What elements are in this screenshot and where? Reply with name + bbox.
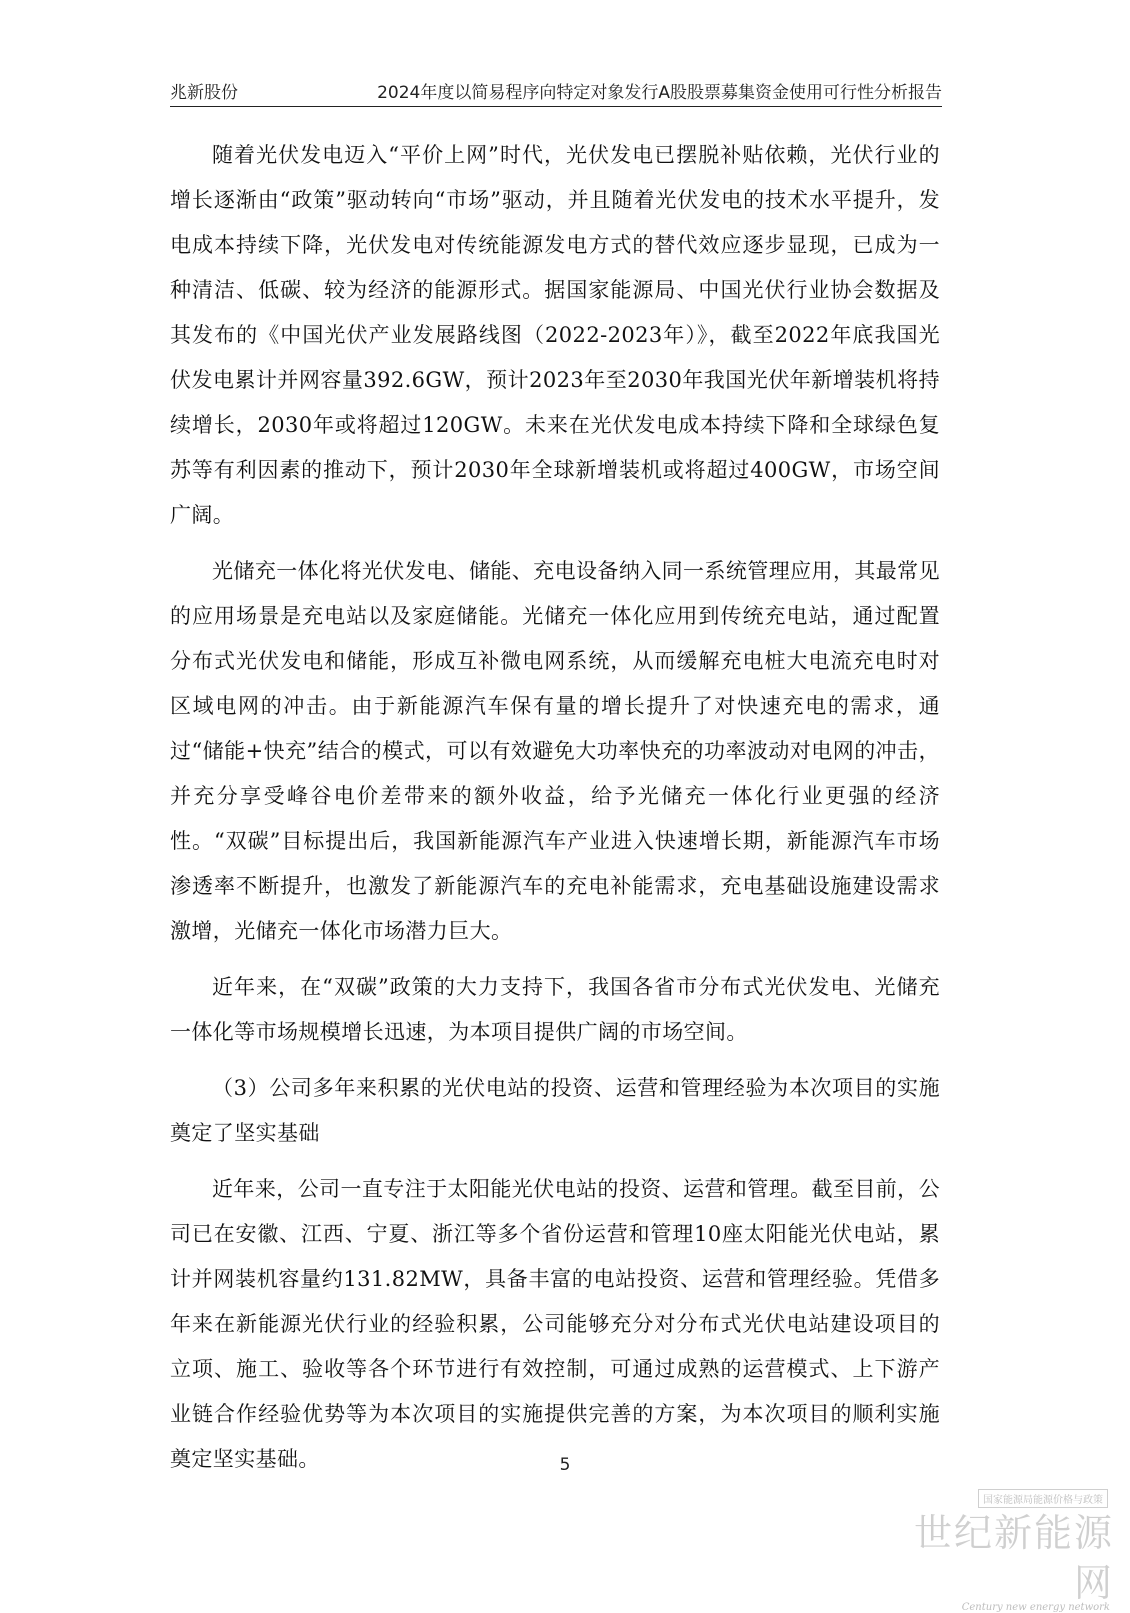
watermark-small-text: 国家能源局能源价格与政策 [978, 1489, 1108, 1508]
paragraph-dual-carbon: 近年来，在“双碳”政策的大力支持下，我国各省市分布式光伏发电、光储充一体化等市场规模增长迅速，为本项目提供广阔的市场空间。 [170, 975, 940, 1044]
header-company: 兆新股份 [170, 83, 238, 103]
document-body [170, 133, 940, 1482]
watermark-english: Century new energy network [961, 1602, 1110, 1613]
watermark-logo [914, 1488, 1114, 1613]
page-number: 5 [559, 1455, 571, 1475]
watermark-site-name: 世纪新能源网 [914, 1511, 1115, 1605]
paragraph-pv-grid-parity: 随着光伏发电迈入“平价上网”时代，光伏发电已摆脱补贴依赖，光伏行业的增长逐渐由“政策”驱动转向“市场”驱动，并且随着光伏发电的技术水平提升，发电成本持续下降，光伏发电对传统能源发电方式的替代效应逐步显现，已成为一种清洁、低碳、较为经济的能源形式。据国家能源局、中国光伏行业协会数据及其发布的《中国光伏产业发展路线图（2022-2023年）》，截至2022年底我国光伏发电累计并网容量392.6GW，预计2023年至2030年我国光伏年新增装机将持续增长，2030年或将超过120GW。未来在光伏发电成本持续下降和全球绿色复苏等有利因素的推动下，预计2030年全球新增装机或将超过400GW，市场空间广阔。 [170, 143, 940, 527]
page-header [170, 76, 942, 107]
paragraph-company-experience: 近年来，公司一直专注于太阳能光伏电站的投资、运营和管理。截至目前，公司已在安徽、江西、宁夏、浙江等多个省份运营和管理10座太阳能光伏电站，累计并网装机容量约131.82MW，具备丰富的电站投资、运营和管理经验。凭借多年来在新能源光伏行业的经验积累，公司能够充分对分布式光伏电站建设项目的立项、施工、验收等各个环节进行有效控制，可通过成熟的运营模式、上下游产业链合作经验优势等为本次项目的实施提供完善的方案，为本次项目的顺利实施奠定坚实基础。 [170, 1177, 940, 1471]
section-heading-3: （3）公司多年来积累的光伏电站的投资、运营和管理经验为本次项目的实施奠定了坚实基础 [170, 1076, 940, 1145]
paragraph-storage-charging: 光储充一体化将光伏发电、储能、充电设备纳入同一系统管理应用，其最常见的应用场景是充电站以及家庭储能。光储充一体化应用到传统充电站，通过配置分布式光伏发电和储能，形成互补微电网系统，从而缓解充电桩大电流充电时对区域电网的冲击。由于新能源汽车保有量的增长提升了对快速充电的需求，通过“储能+快充”结合的模式，可以有效避免大功率快充的功率波动对电网的冲击，并充分享受峰谷电价差带来的额外收益，给予光储充一体化行业更强的经济性。“双碳”目标提出后，我国新能源汽车产业进入快速增长期，新能源汽车市场渗透率不断提升，也激发了新能源汽车的充电补能需求，充电基础设施建设需求激增，光储充一体化市场潜力巨大。 [170, 559, 940, 943]
header-report-title: 2024年度以简易程序向特定对象发行A股股票募集资金使用可行性分析报告 [377, 83, 942, 103]
